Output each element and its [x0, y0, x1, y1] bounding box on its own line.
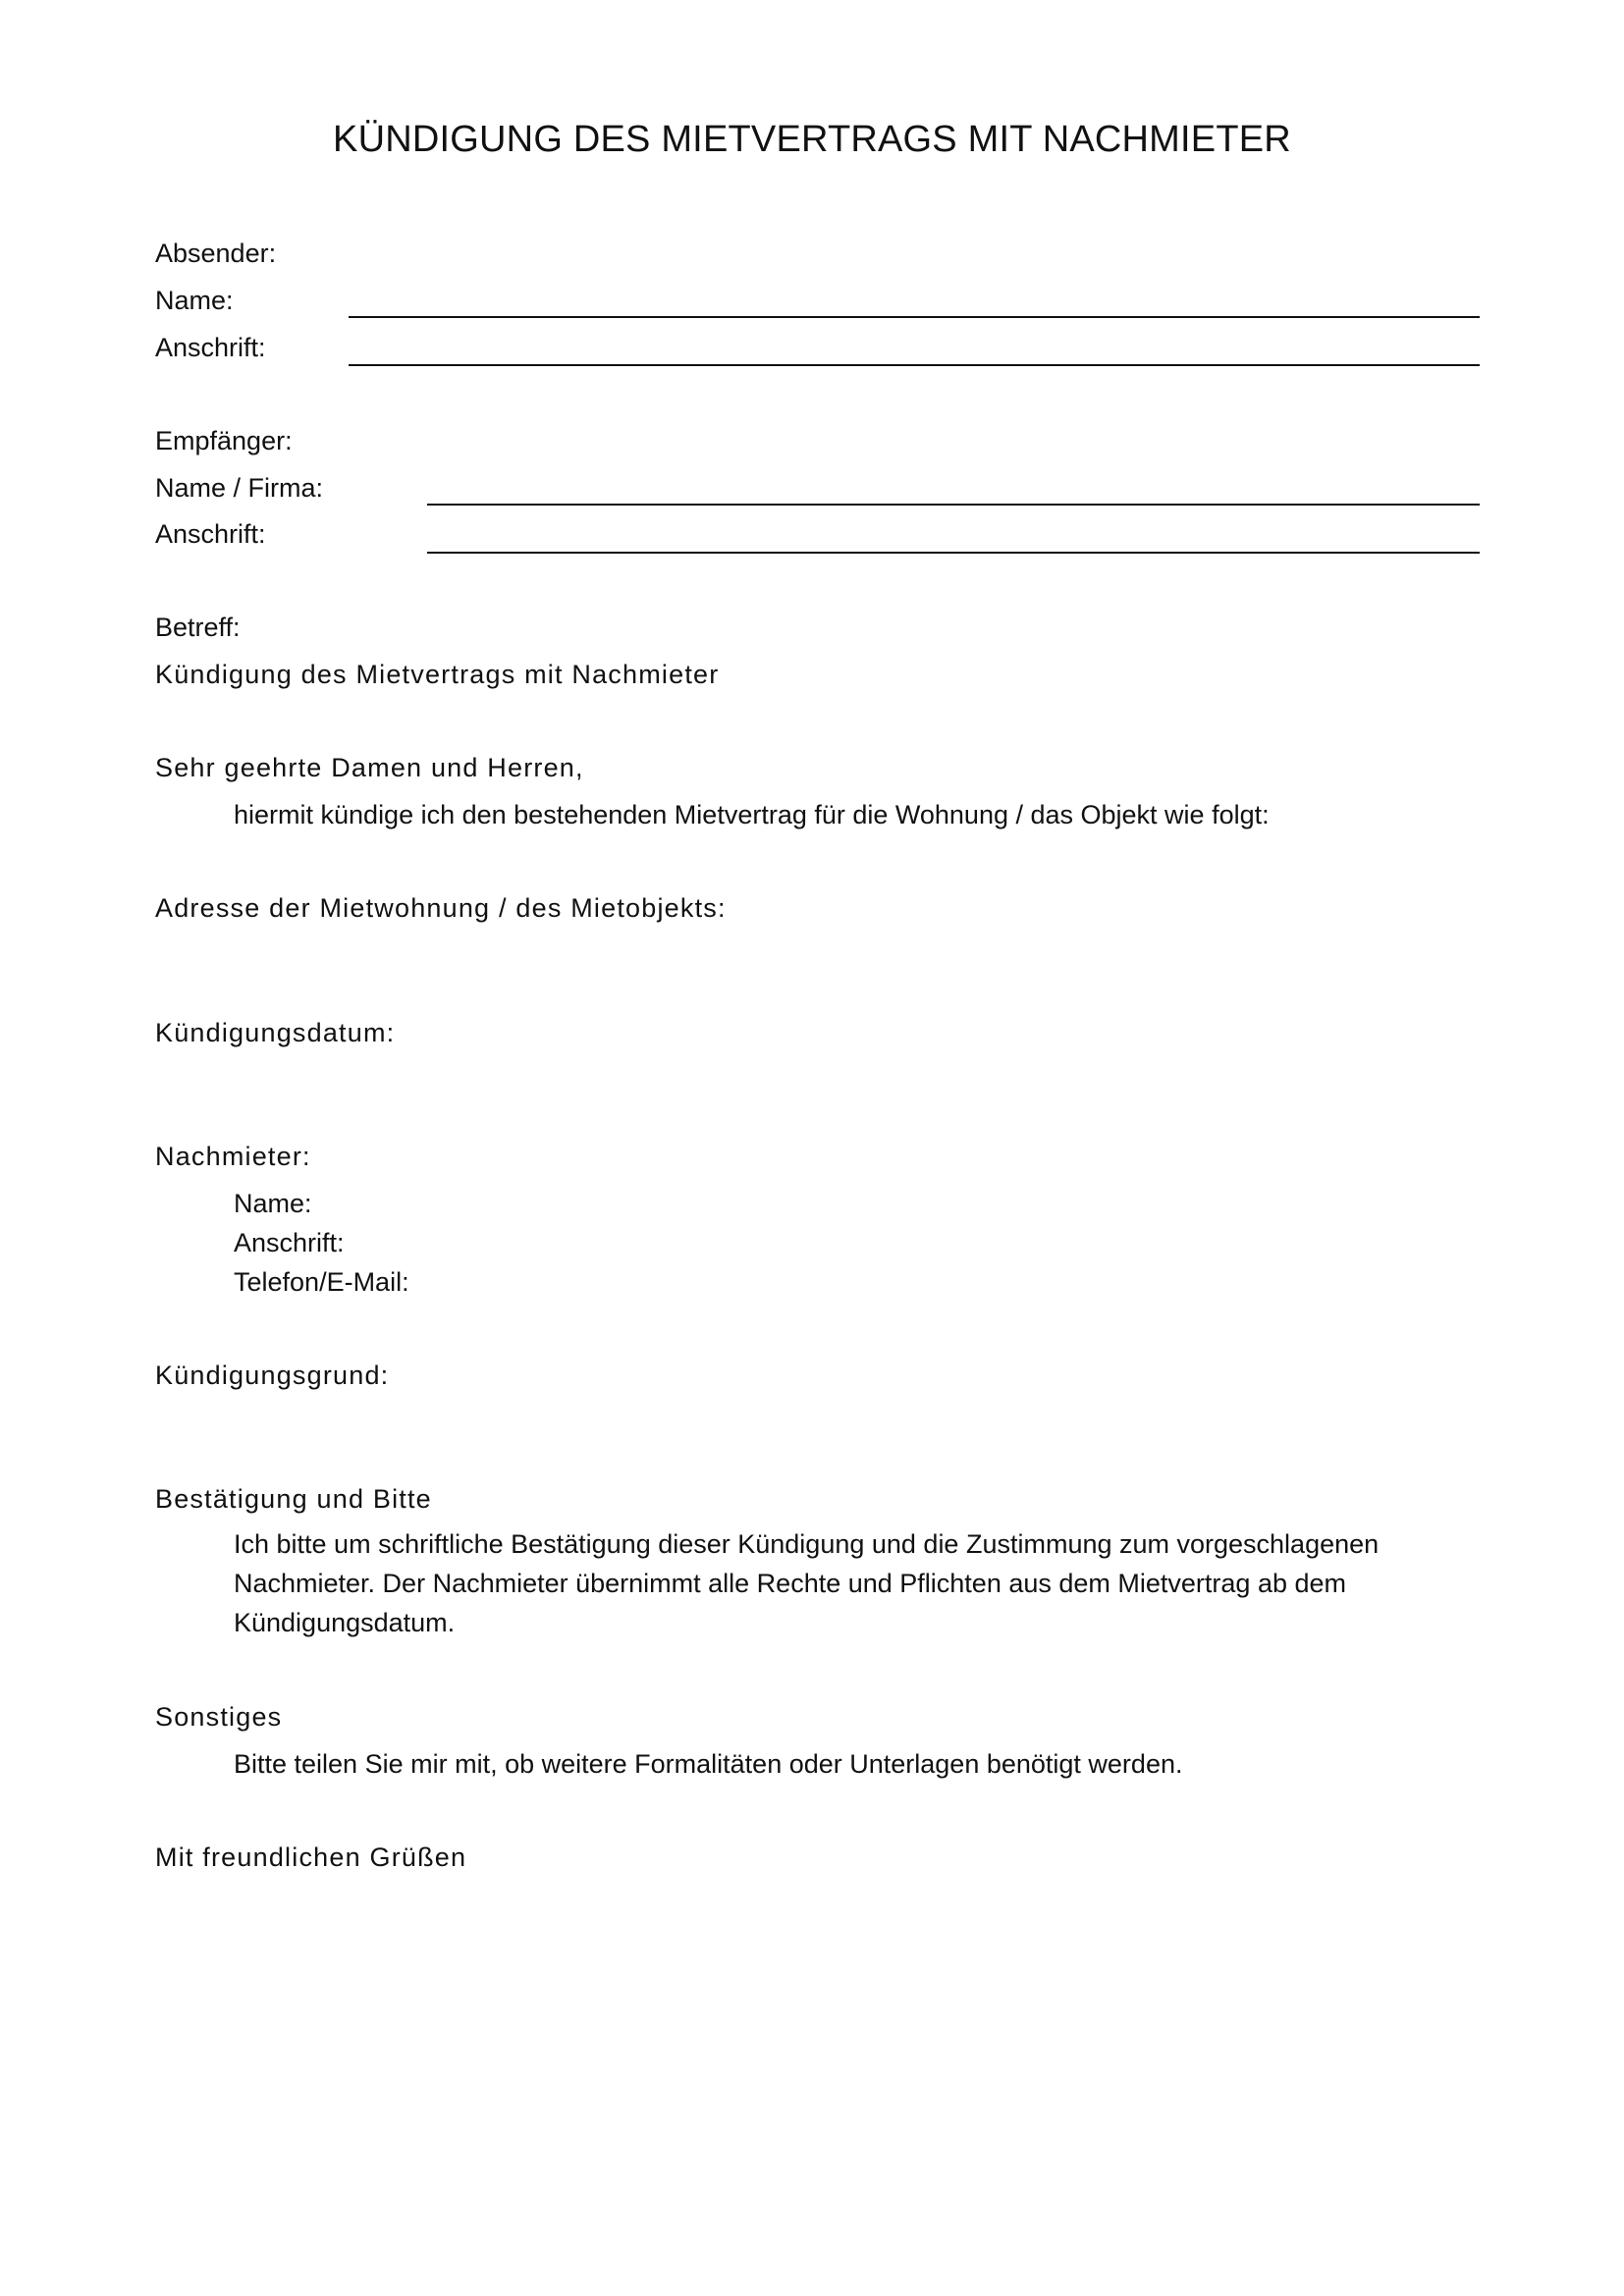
reason-label: Kündigungsgrund:	[155, 1361, 390, 1390]
successor-address-label: Anschrift:	[234, 1228, 345, 1257]
successor-heading: Nachmieter:	[155, 1142, 311, 1171]
recipient-name-label: Name / Firma:	[155, 473, 324, 503]
sender-name-label: Name:	[155, 286, 234, 315]
subject-heading: Betreff:	[155, 613, 241, 642]
salutation: Sehr geehrte Damen und Herren,	[155, 753, 584, 782]
closing: Mit freundlichen Grüßen	[155, 1842, 467, 1872]
property-address-label: Adresse der Mietwohnung / des Mietobjekts:	[155, 893, 727, 923]
recipient-address-label: Anschrift:	[155, 519, 266, 549]
successor-contact-label: Telefon/E-Mail:	[234, 1267, 409, 1297]
recipient-name-field[interactable]	[427, 504, 1480, 506]
other-heading: Sonstiges	[155, 1702, 283, 1732]
successor-name-label: Name:	[234, 1189, 312, 1218]
document-title: KÜNDIGUNG DES MIETVERTRAGS MIT NACHMIETER	[333, 119, 1291, 160]
termination-date-label: Kündigungsdatum:	[155, 1018, 396, 1047]
recipient-heading: Empfänger:	[155, 426, 293, 455]
sender-address-label: Anschrift:	[155, 333, 266, 362]
other-text: Bitte teilen Sie mir mit, ob weitere Formalitäten oder Unterlagen benötigt werden.	[234, 1749, 1183, 1779]
confirmation-heading: Bestätigung und Bitte	[155, 1484, 432, 1514]
sender-heading: Absender:	[155, 239, 277, 268]
sender-address-field[interactable]	[349, 364, 1480, 366]
intro-text: hiermit kündige ich den bestehenden Mietvertrag für die Wohnung / das Objekt wie folgt:	[234, 800, 1270, 829]
recipient-address-field[interactable]	[427, 552, 1480, 554]
confirmation-text: Ich bitte um schriftliche Bestätigung dieser Kündigung und die Zustimmung zum vorgeschlagenen Nachmieter. Der Nachmieter übernimmt alle Rechte und Pflichten aus dem Mietvertrag ab dem Kündigungsdatum.	[234, 1529, 1380, 1637]
sender-name-field[interactable]	[349, 316, 1480, 318]
subject-text: Kündigung des Mietvertrags mit Nachmieter	[155, 660, 720, 689]
